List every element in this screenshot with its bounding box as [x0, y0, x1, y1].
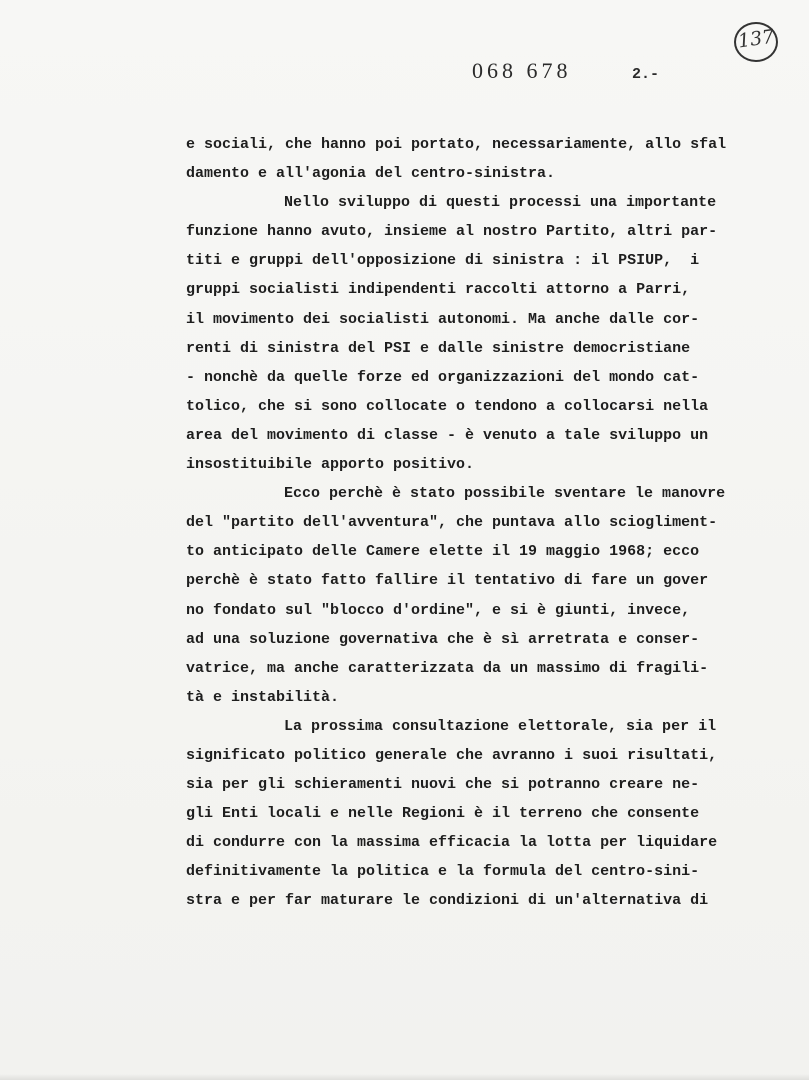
text-line: del "partito dell'avventura", che puntava allo sciogliment-	[186, 514, 718, 532]
paragraph-first-line: Ecco perchè è stato possibile sventare le manovre	[284, 485, 726, 503]
text-line: gruppi socialisti indipendenti raccolti attorno a Parri,	[186, 281, 691, 299]
paragraph-first-line: La prossima consultazione elettorale, sia per il	[284, 717, 717, 735]
text-line: gli Enti locali e nelle Regioni è il terreno che consente	[186, 805, 700, 823]
text-line: titi e gruppi dell'opposizione di sinistra : il PSIUP, i	[186, 252, 700, 270]
text-line: e sociali, che hanno poi portato, necessariamente, allo sfal	[186, 136, 727, 153]
text-line: insostituibile apporto positivo.	[186, 456, 475, 474]
document-number: 068 678	[472, 58, 572, 83]
text-line: di condurre con la massima efficacia la lotta per liquidare	[186, 834, 718, 852]
text-line: significato politico generale che avranno i suoi risultati,	[186, 746, 718, 764]
stamp-note: 137	[736, 25, 776, 53]
handwritten-page-mark	[734, 22, 778, 62]
text-line: to anticipato delle Camere elette il 19 maggio 1968; ecco	[186, 543, 700, 561]
page-bottom-edge	[0, 1074, 809, 1080]
text-line: renti di sinistra del PSI e dalle sinistre democristiane	[186, 339, 691, 357]
text-line: ad una soluzione governativa che è sì arretrata e conser-	[186, 630, 700, 648]
text-line: vatrice, ma anche caratterizzata da un massimo di fragili-	[186, 659, 709, 677]
text-line: il movimento dei socialisti autonomi. Ma anche dalle cor-	[186, 310, 700, 328]
text-line: funzione hanno avuto, insieme al nostro Partito, altri par-	[186, 223, 718, 241]
text-line: tà e instabilità.	[186, 688, 340, 706]
text-line: damento e all'agonia del centro-sinistra.	[186, 165, 556, 183]
page-number: 2.-	[632, 66, 660, 83]
text-line: stra e per far maturare le condizioni di un'alternativa di	[186, 892, 709, 910]
text-line: area del movimento di classe - è venuto a tale sviluppo un	[186, 426, 709, 444]
text-line: tolico, che si sono collocate o tendono a collocarsi nella	[186, 397, 709, 415]
typewritten-body	[186, 130, 766, 916]
text-line: - nonchè da quelle forze ed organizzazioni del mondo cat-	[186, 368, 700, 386]
text-line: sia per gli schieramenti nuovi che si potranno creare ne-	[186, 776, 700, 794]
paragraph-first-line: Nello sviluppo di questi processi una importante	[284, 194, 717, 212]
text-line: perchè è stato fatto fallire il tentativo di fare un gover	[186, 572, 709, 590]
text-line: definitivamente la politica e la formula del centro-sini-	[186, 863, 700, 881]
text-line: no fondato sul "blocco d'ordine", e si è giunti, invece,	[186, 601, 691, 619]
